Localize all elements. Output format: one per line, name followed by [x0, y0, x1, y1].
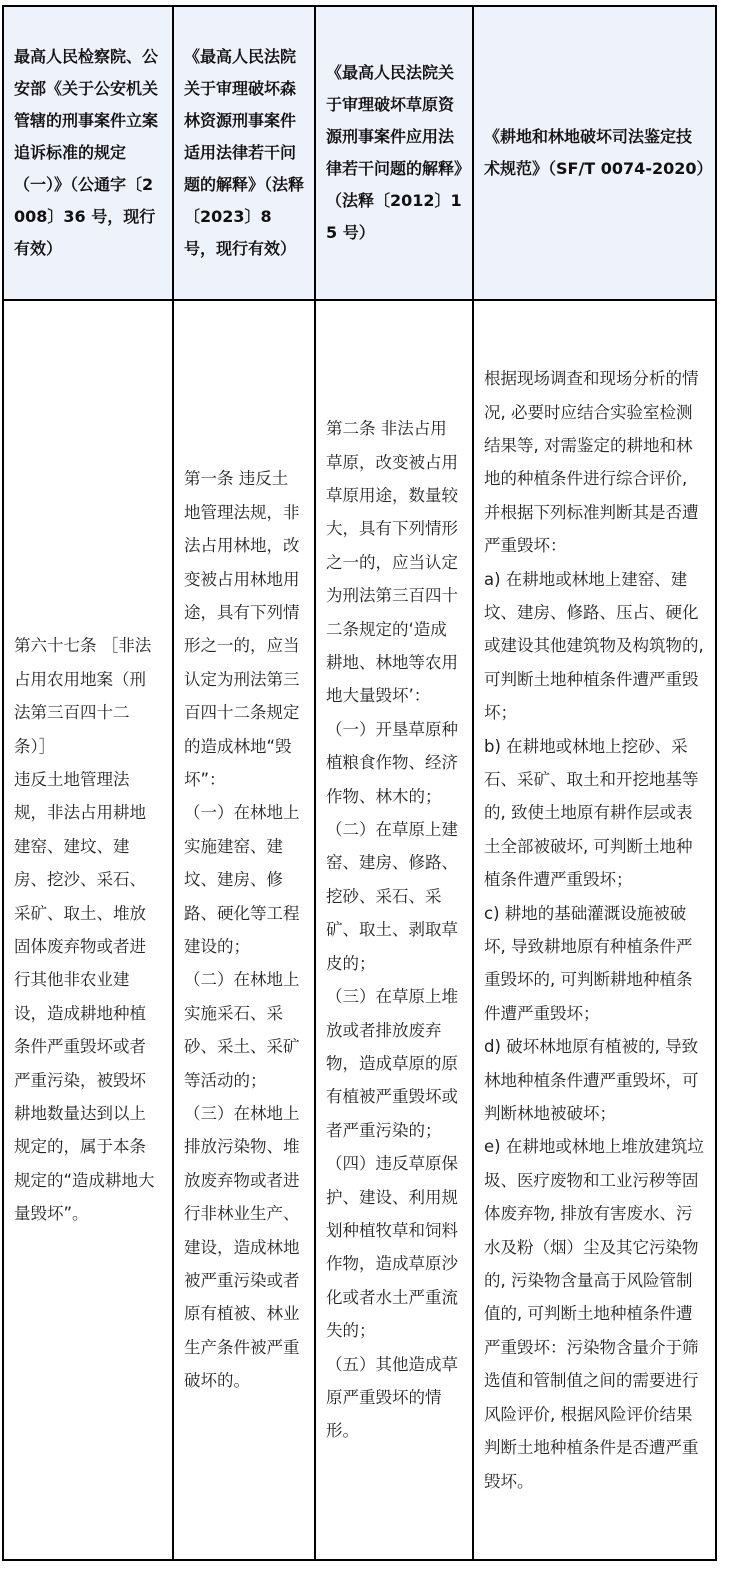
paragraph: （五）其他造成草原严重毁坏的情形。: [326, 1354, 458, 1441]
header-cell-procuratorate-standard: 最高人民检察院、公安部《关于公安机关管辖的刑事案件立案追诉标准的规定（一）》（公通字〔2008〕36 号，现行有效）: [3, 6, 173, 300]
header-cell-grassland-interpretation: 《最高人民法院关于审理破坏草原资源刑事案件应用法律若干问题的解释》（法释〔2012〕15 号）: [315, 6, 473, 300]
paragraph: 违反土地管理法规，非法占用耕地建窑、建坟、建房、挖沙、采石、采矿、取土、堆放固体废弃物或者进行其他非农业建设，造成耕地种植条件严重毁坏或者严重污染，被毁坏耕地数量达到以上规定的，属于本条规定的“造成耕地大量毁坏”。: [14, 769, 155, 1224]
paragraph: c) 耕地的基础灌溉设施被破坏, 导致耕地原有种植条件严重毁坏的, 可判断耕地种植条件遭严重毁坏；: [484, 903, 693, 1023]
paragraph: （三）在林地上排放污染物、堆放废弃物或者进行非林业生产、建设，造成林地被严重污染或者原有植被、林业生产条件被严重破坏的。: [184, 1104, 300, 1391]
cell-grassland-article-2: [315, 300, 473, 1560]
paragraph: （一）在林地上实施建窑、建坟、建房、修路、硬化等工程建设的；: [184, 803, 300, 956]
header-cell-forest-interpretation: 《最高人民法院关于审理破坏森林资源刑事案件适用法律若干问题的解释》（法释〔2023〕8 号，现行有效）: [173, 6, 315, 300]
header-row: [3, 6, 716, 300]
paragraph: 第六十七条 ［非法占用农用地案（刑法第三百四十二条）］: [14, 636, 152, 756]
paragraph: 第一条 违反土地管理法规，非法占用林地，改变被占用林地用途，具有下列情形之一的，应当认定为刑法第三百四十二条规定的造成林地“毁坏”：: [184, 469, 300, 789]
cell-forensic-criteria: [473, 300, 716, 1560]
paragraph: （二）在草原上建窑、建房、修路、挖砂、采石、采矿、取土、剥取草皮的；: [326, 820, 458, 973]
paragraph: 根据现场调查和现场分析的情况, 必要时应结合实验室检测结果等, 对需鉴定的耕地和林地的种植条件进行综合评价, 并根据下列标准判断其是否遭严重毁坏：: [484, 369, 699, 556]
cell-article-67: [3, 300, 173, 1560]
table-header: [3, 6, 716, 300]
cell-forest-article-1: [173, 300, 315, 1560]
paragraph: （三）在草原上堆放或者排放废弃物，造成草原的原有植被严重毁坏或者严重污染的；: [326, 987, 458, 1140]
paragraph: （二）在林地上实施采石、采砂、采土、采矿等活动的；: [184, 970, 300, 1090]
paragraph: a) 在耕地或林地上建窑、建坟、建房、修路、压占、硬化或建设其他建筑物及构筑物的, 可判断土地种植条件遭严重毁坏；: [484, 569, 704, 723]
paragraph: d) 破坏林地原有植被的, 导致林地种植条件遭严重毁坏，可判断林地被破坏；: [484, 1037, 699, 1124]
paragraph: b) 在耕地或林地上挖砂、采石、采矿、取土和开挖地基等的, 致使土地原有耕作层或表土全部被破坏, 可判断土地种植条件遭严重毁坏；: [484, 736, 699, 890]
table-body: [3, 300, 716, 1560]
paragraph: （一）开垦草原种植粮食作物、经济作物、林木的；: [326, 719, 458, 806]
paragraph: （四）违反草原保护、建设、利用规划种植牧草和饲料作物，造成草原沙化或者水土严重流失的；: [326, 1154, 458, 1341]
table-row: [3, 300, 716, 1560]
legal-comparison-table: [2, 5, 717, 1561]
paragraph: 第二条 非法占用草原，改变被占用草原用途，数量较大，具有下列情形之一的，应当认定为刑法第三百四十二条规定的‘造成耕地、林地等农用地大量毁坏’：: [326, 419, 458, 706]
paragraph: e) 在耕地或林地上堆放建筑垃圾、医疗废物和工业污秽等固体废弃物, 排放有害废水、污水及粉（烟）尘及其它污染物的, 污染物含量高于风险管制值的, 可判断土地种植条件遭严重毁坏：污染物含量介于筛选值和管制值之间的需要进行风险评价, 根据风险评价结果判断土地种植条件是否遭严重毁坏。: [484, 1137, 704, 1491]
header-cell-forensic-spec: 《耕地和林地破坏司法鉴定技术规范》（SF/T 0074-2020）: [473, 6, 716, 300]
